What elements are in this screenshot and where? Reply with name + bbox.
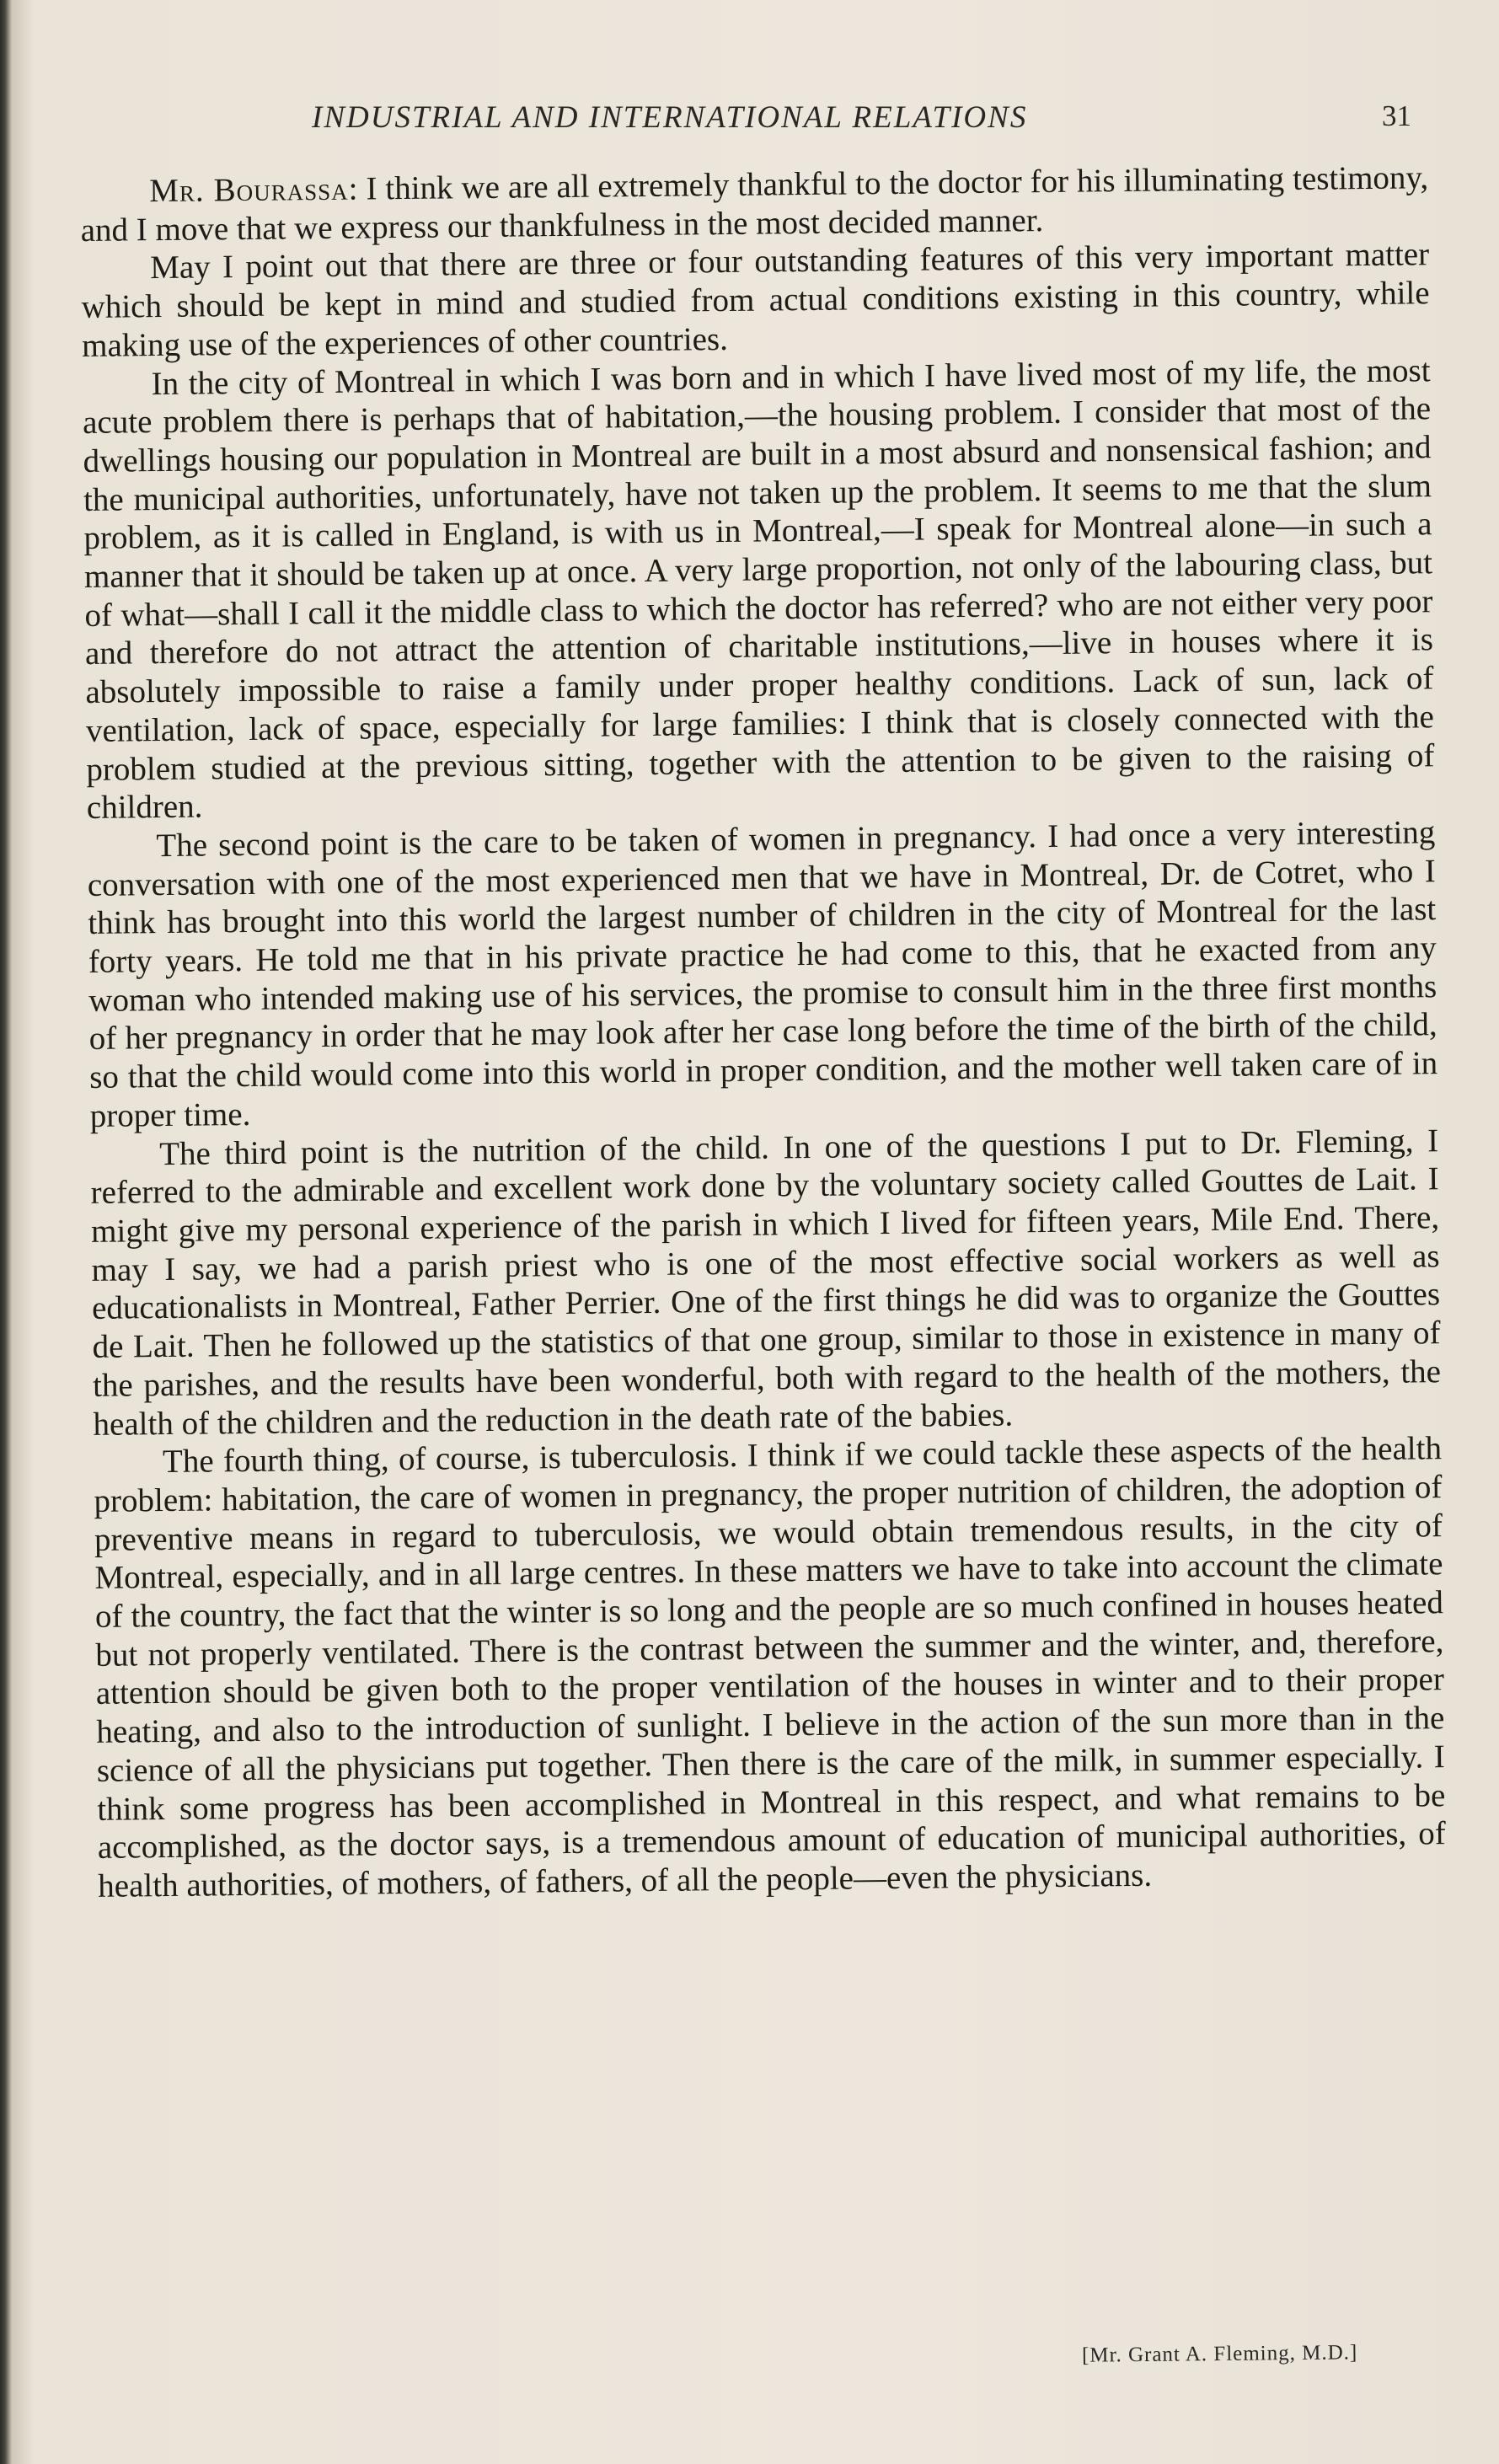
paragraph-2: May I point out that there are three or four outstanding features of this very important matter which should be kept in mind and studied from actual conditions existing in this country, while making use of the experiences of other countries. <box>81 236 1430 364</box>
paragraph-4: The second point is the care to be taken of women in pregnancy. I had once a very interesting conversation with one of the most experienced men that we have in Montreal, Dr. de Cotret, who I think has brought into this world the largest number of children in the city of Montreal for the last forty years. He told me that in his private practice he had come to this, that he exacted from any woman who intended making use of his services, the promise to consult him in the three first months of her pregnancy in order that he may look after her case long before the time of the birth of the child, so that the child would come into this world in proper condition, and the mother well taken care of in proper time. <box>87 814 1438 1134</box>
paragraph-5: The third point is the nutrition of the child. In one of the questions I put to Dr. Fleming, I referred to the admirable and excellent work done by the voluntary society called Gouttes de Lait. I might give my personal experience of the parish in which I lived for fifteen years, Mile End. There, may I say, we had a parish priest who is one of the most effective social workers as well as educationalists in Montreal, Father Perrier. One of the first things he did was to organize the Gouttes de Lait. Then he followed up the statistics of that one group, similar to those in existence in many of the parishes, and the results have been wonderful, both with regard to the health of the mothers, the health of the children and the reduction in the death rate of the babies. <box>90 1122 1442 1443</box>
page-number: 31 <box>1382 99 1411 132</box>
paragraph-6: The fourth thing, of course, is tuberculosis. I think if we could tackle these aspects of the health problem: habitation, the care of women in pregnancy, the proper nutrition of children, the adoption of preventive means in regard to tuberculosis, we would obtain tremendous results, in the city of Montreal, especially, and in all large centres. In these matters we have to take into account the climate of the country, the fact that the winter is so long and the people are so much confined in houses heated but not properly ventilated. There is the contrast between the summer and the winter, and, therefore, attention should be given both to the proper ventilation of the houses in winter and to their proper heating, and also to the introduction of sunlight. I believe in the action of the sun more than in the science of all the physicians put together. Then there is the care of the milk, in summer especially. I think some progress has been accomplished in Montreal in this respect, and what remains to be accomplished, as the doctor says, is a tremendous amount of education of municipal authorities, of health authorities, of mothers, of fathers, of all the people—even the physicians. <box>94 1430 1446 1904</box>
paragraph-1 <box>80 158 1429 249</box>
speaker-name: Mr. Bourassa <box>149 170 349 210</box>
body-text <box>80 158 1446 1905</box>
footer-speaker-note: [Mr. Grant A. Fleming, M.D.] <box>1081 2341 1358 2367</box>
paragraph-1-text: : I think we are all extremely thankful to the doctor for his illuminating testimony, and I move that we express our thankfulness in the most decided manner. <box>80 159 1429 249</box>
paragraph-3: In the city of Montreal in which I was born and in which I have lived most of my life, the most acute problem there is perhaps that of habitation,—the housing problem. I consider that most of the dwellings housing our population in Montreal are built in a most absurd and nonsensical fashion; and the municipal authorities, unfortunately, have not taken up the problem. It seems to me that the slum problem, as it is called in England, is with us in Montreal,—I speak for Montreal alone—in such a manner that it should be taken up at once. A very large proportion, not only of the labouring class, but of what—shall I call it the middle class to which the doctor has referred? who are not either very poor and therefore do not attract the attention of charitable institutions,—live in houses where it is absolutely impossible to raise a family under proper healthy conditions. Lack of sun, lack of ventilation, lack of space, especially for large families: I think that is closely connected with the problem studied at the previous sitting, together with the attention to be given to the raising of children. <box>82 351 1435 827</box>
running-header: INDUSTRIAL AND INTERNATIONAL RELATIONS <box>312 100 1028 135</box>
